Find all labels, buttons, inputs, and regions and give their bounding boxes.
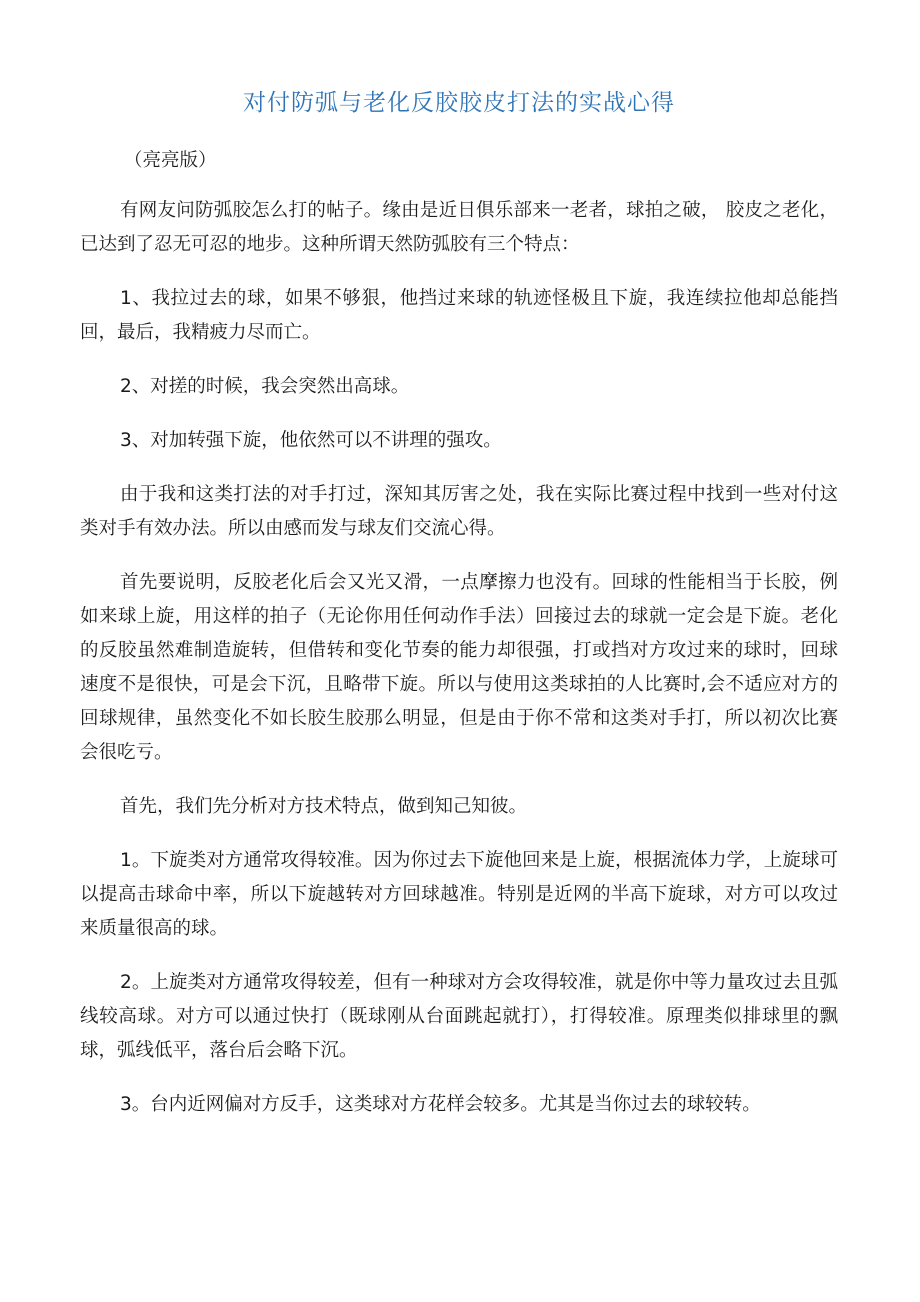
edition-note: （亮亮版）	[124, 150, 217, 171]
paragraph-point-2: 2、对搓的时候，我会突然出高球。	[120, 376, 410, 397]
document-page	[80, 82, 838, 1122]
document-title: 对付防弧与老化反胶胶皮打法的实战心得	[243, 90, 675, 116]
paragraph-analysis-1: 1。下旋类对方通常攻得较准。因为你过去下旋他回来是上旋，根据流体力学，上旋球可以提高击球命中率，所以下旋越转对方回球越准。特别是近网的半高下旋球，对方可以攻过来质量很高的球。	[80, 850, 838, 939]
paragraph-experience: 由于我和这类打法的对手打过，深知其厉害之处，我在实际比赛过程中找到一些对付这类对手有效办法。所以由感而发与球友们交流心得。	[80, 484, 838, 539]
paragraph-explanation: 首先要说明，反胶老化后会又光又滑，一点摩擦力也没有。回球的性能相当于长胶，例如来球上旋，用这样的拍子（无论你用任何动作手法）回接过去的球就一定会是下旋。老化的反胶虽然难制造旋转，但借转和变化节奏的能力却很强，打或挡对方攻过来的球时，回球速度不是很快，可是会下沉，且略带下旋。所以与使用这类球拍的人比赛时,会不适应对方的回球规律，虽然变化不如长胶生胶那么明显，但是由于你不常和这类对手打，所以初次比赛会很吃亏。	[80, 572, 838, 763]
paragraph-point-3: 3、对加转强下旋，他依然可以不讲理的强攻。	[120, 430, 502, 451]
paragraph-analysis-3: 3。台内近网偏对方反手，这类球对方花样会较多。尤其是当你过去的球较转。	[120, 1094, 761, 1115]
paragraph-intro: 有网友问防弧胶怎么打的帖子。缘由是近日俱乐部来一老者，球拍之破， 胶皮之老化，已达到了忍无可忍的地步。这种所谓天然防弧胶有三个特点：	[80, 200, 838, 255]
paragraph-analysis-2: 2。上旋类对方通常攻得较差，但有一种球对方会攻得较准，就是你中等力量攻过去且弧线较高球。对方可以通过快打（既球刚从台面跳起就打），打得较准。原理类似排球里的飘球，弧线低平，落台后会略下沉。	[80, 972, 838, 1061]
paragraph-point-1: 1、我拉过去的球，如果不够狠，他挡过来球的轨迹怪极且下旋，我连续拉他却总能挡回，最后，我精疲力尽而亡。	[80, 288, 838, 343]
paragraph-analysis-intro: 首先，我们先分析对方技术特点，做到知己知彼。	[120, 796, 528, 817]
